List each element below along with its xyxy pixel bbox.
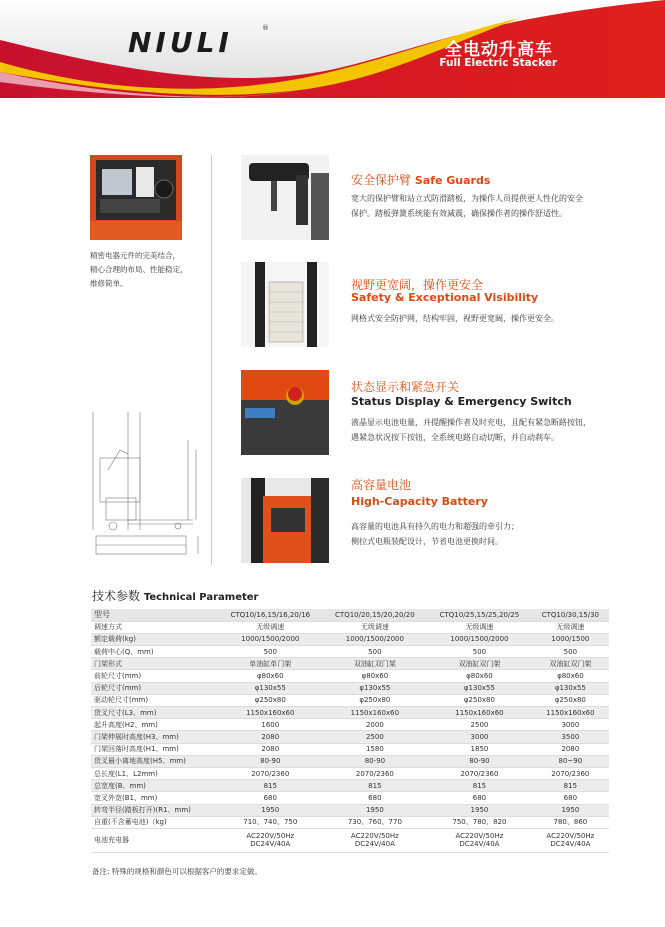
table-cell: 无级调速: [218, 621, 323, 633]
feature-3-title-cn: 状态显示和紧急开关: [351, 380, 460, 394]
charger-spec-line: DC24V/40A: [250, 840, 291, 849]
table-cell: 3000: [532, 719, 609, 731]
table-row: [91, 816, 609, 828]
page-title-cn: 全电动升高车: [445, 40, 553, 60]
brand-logo: NIULI: [128, 26, 233, 59]
table-cell: 80-90: [218, 755, 323, 767]
table-header-cell: CTQ10/16,15/16,20/16: [218, 609, 323, 621]
table-cell: 780、860: [532, 816, 609, 828]
caption-line: 精密电器元件的完美结合，: [90, 251, 180, 260]
table-cell: 1150x160x60: [532, 707, 609, 719]
row-label: 驱动轮尺寸(mm): [91, 694, 218, 706]
table-cell: 2080: [218, 731, 323, 743]
feature-2-title-en: Safety & Exceptional Visibility: [351, 291, 539, 304]
row-label: 后轮尺寸(mm): [91, 682, 218, 694]
table-cell: 1850: [427, 743, 532, 755]
table-cell: φ80x60: [532, 670, 609, 682]
table-cell: 815: [427, 780, 532, 792]
table-body: [91, 621, 609, 852]
tech-param-title: 技术参数 Technical Parameter: [92, 589, 259, 603]
table-header-cell: CTQ10/20,15/20,20/20: [323, 609, 428, 621]
page-header: [0, 0, 665, 98]
table-cell: φ80x60: [323, 670, 428, 682]
footnote: 备注: 特殊的规格和颜色可以根据客户的要求定做。: [92, 867, 262, 876]
feature-1-desc: 宽大的保护臂和站立式防滑踏板，为操作人员提供更人性化的安全 保护。踏板弹簧系统能有效减震，确保操作者的操作舒适性。: [351, 194, 583, 218]
table-cell: 1150x160x60: [218, 707, 323, 719]
table-row: [91, 633, 609, 645]
table-cell: 2070/2360: [218, 767, 323, 779]
table-cell: φ250x80: [532, 694, 609, 706]
table-cell: φ80x60: [427, 670, 532, 682]
feature-1-title: 安全保护臂 Safe Guards: [351, 173, 491, 187]
table-cell: 2080: [218, 743, 323, 755]
table-row: [91, 682, 609, 694]
registered-mark: ®: [262, 24, 269, 32]
table-row: [91, 621, 609, 633]
column-divider: [211, 155, 212, 565]
table-row: [91, 719, 609, 731]
table-row: [91, 792, 609, 804]
feature-4-title-en: High-Capacity Battery: [351, 495, 488, 508]
table-cell: 80-90: [427, 755, 532, 767]
table-cell: 无级调速: [323, 621, 428, 633]
table-header-row: [91, 609, 609, 621]
table-cell: 80-90: [323, 755, 428, 767]
table-cell: 1000/1500: [532, 633, 609, 645]
table-cell: φ250x80: [427, 694, 532, 706]
table-row: [91, 694, 609, 706]
row-label: 门架回落时高度(H1、mm): [91, 743, 218, 755]
table-row: [91, 780, 609, 792]
table-cell: φ250x80: [323, 694, 428, 706]
dimension-drawing: [88, 410, 208, 560]
table-header-cell: CTQ10/30,15/30: [532, 609, 609, 621]
row-label: 总长度(L1、L2mm): [91, 767, 218, 779]
feature-3-desc: 液晶显示电池电量，并提醒操作者及时充电，且配有紧急断路按钮， 遇紧急状况按下按钮，全系统电路自动切断，并自动刹车。: [351, 418, 591, 442]
table-cell: 1950: [427, 804, 532, 816]
table-cell: 730、760、770: [323, 816, 428, 828]
charger-spec-line: AC220V/50Hz: [455, 832, 504, 841]
table-row: [91, 828, 609, 852]
table-cell: 500: [532, 646, 609, 658]
controller-photo: [90, 155, 182, 240]
table-cell: 500: [427, 646, 532, 658]
table-cell: 815: [218, 780, 323, 792]
controller-caption: [90, 249, 188, 291]
table-cell: 680: [323, 792, 428, 804]
table-row: [91, 658, 609, 670]
safe-guards-photo: [241, 155, 329, 240]
table-cell: 710、740、750: [218, 816, 323, 828]
charger-spec-line: AC220V/50Hz: [546, 832, 595, 841]
table-row: [91, 670, 609, 682]
table-cell: φ80x60: [218, 670, 323, 682]
table-cell: 500: [323, 646, 428, 658]
table-cell: 双油缸双门架: [427, 658, 532, 670]
table-row: [91, 646, 609, 658]
table-cell: 2070/2360: [532, 767, 609, 779]
table-header-cell: CTQ10/25,15/25,20/25: [427, 609, 532, 621]
table-cell: 750、780、820: [427, 816, 532, 828]
table-cell: 1950: [532, 804, 609, 816]
table-cell: 2500: [323, 731, 428, 743]
table-row: [91, 804, 609, 816]
feature-4-desc: 高容量的电池具有持久的电力和超强的牵引力； 侧拉式电瓶装配设计，节省电池更换时间。: [351, 522, 519, 546]
header-swoosh: [0, 0, 665, 98]
charger-spec-line: DC24V/40A: [354, 840, 395, 849]
table-cell: 2000: [323, 719, 428, 731]
row-label: 额定载荷(kg): [91, 633, 218, 645]
table-cell: 80~90: [532, 755, 609, 767]
table-cell: 815: [532, 780, 609, 792]
table-row: [91, 731, 609, 743]
table-row: [91, 755, 609, 767]
caption-line: 精心合理的布局、性能稳定，: [90, 265, 188, 274]
table-cell: 1150x160x60: [323, 707, 428, 719]
table-cell: φ130x55: [218, 682, 323, 694]
tech-param-table: [91, 609, 609, 853]
table-cell: φ130x55: [323, 682, 428, 694]
charger-spec-line: AC220V/50Hz: [350, 832, 399, 841]
row-label: 起升高度(H2、mm): [91, 719, 218, 731]
row-label: 门架伸展时高度(H3、mm): [91, 731, 218, 743]
table-cell: 1000/1500/2000: [218, 633, 323, 645]
table-cell: 680: [427, 792, 532, 804]
table-cell: [427, 828, 532, 852]
feature-4-title-cn: 高容量电池: [351, 478, 412, 492]
page-title-en: Full Electric Stacker: [439, 57, 557, 69]
table-cell: 500: [218, 646, 323, 658]
table-cell: 无级调速: [427, 621, 532, 633]
table-cell: [218, 828, 323, 852]
table-row: [91, 707, 609, 719]
row-label: 货叉最小离地高度(H5、mm): [91, 755, 218, 767]
feature-2-desc: 网格式安全防护网，结构牢固，视野更宽阔，操作更安全。: [351, 314, 559, 323]
table-cell: 1150x160x60: [427, 707, 532, 719]
charger-spec-line: DC24V/40A: [550, 840, 591, 849]
feature-2-title-cn: 视野更宽阔，操作更安全: [351, 278, 484, 292]
row-label: 前轮尺寸(mm): [91, 670, 218, 682]
table-cell: 3000: [427, 731, 532, 743]
row-label: 调速方式: [91, 621, 218, 633]
table-cell: [532, 828, 609, 852]
caption-line: 维修简单。: [90, 279, 128, 288]
table-cell: φ130x55: [532, 682, 609, 694]
row-label: 电池充电器: [91, 828, 218, 852]
table-cell: 1950: [218, 804, 323, 816]
table-row: [91, 743, 609, 755]
table-cell: 1580: [323, 743, 428, 755]
table-cell: 双油缸双门架: [532, 658, 609, 670]
row-label: 转弯半径(踏板打开)(R1、mm): [91, 804, 218, 816]
row-label: 总宽度(B、mm): [91, 780, 218, 792]
table-cell: 单油缸单门架: [218, 658, 323, 670]
row-label: 货叉尺寸(L3、mm): [91, 707, 218, 719]
table-cell: 3500: [532, 731, 609, 743]
table-cell: 680: [218, 792, 323, 804]
table-cell: 2080: [532, 743, 609, 755]
table-cell: 2070/2360: [323, 767, 428, 779]
table-cell: 815: [323, 780, 428, 792]
table-cell: 1600: [218, 719, 323, 731]
table-cell: 1950: [323, 804, 428, 816]
table-cell: 无级调速: [532, 621, 609, 633]
feature-3-title-en: Status Display & Emergency Switch: [351, 395, 572, 408]
table-cell: 1000/1500/2000: [427, 633, 532, 645]
table-cell: φ250x80: [218, 694, 323, 706]
table-header-cell: 型号: [91, 609, 218, 621]
row-label: 宽叉外宽(B1、mm): [91, 792, 218, 804]
visibility-photo: [241, 262, 329, 347]
row-label: 自重(不含蓄电池)（kg): [91, 816, 218, 828]
table-cell: 2500: [427, 719, 532, 731]
battery-photo: [241, 478, 329, 563]
table-cell: φ130x55: [427, 682, 532, 694]
table-cell: 2070/2360: [427, 767, 532, 779]
row-label: 门架形式: [91, 658, 218, 670]
charger-spec-line: DC24V/40A: [459, 840, 500, 849]
table-cell: 680: [532, 792, 609, 804]
table-cell: 1000/1500/2000: [323, 633, 428, 645]
status-display-photo: [241, 370, 329, 455]
table-cell: [323, 828, 428, 852]
row-label: 载荷中心(Q、mm): [91, 646, 218, 658]
charger-spec-line: AC220V/50Hz: [246, 832, 295, 841]
table-cell: 双油缸双门架: [323, 658, 428, 670]
table-row: [91, 767, 609, 779]
